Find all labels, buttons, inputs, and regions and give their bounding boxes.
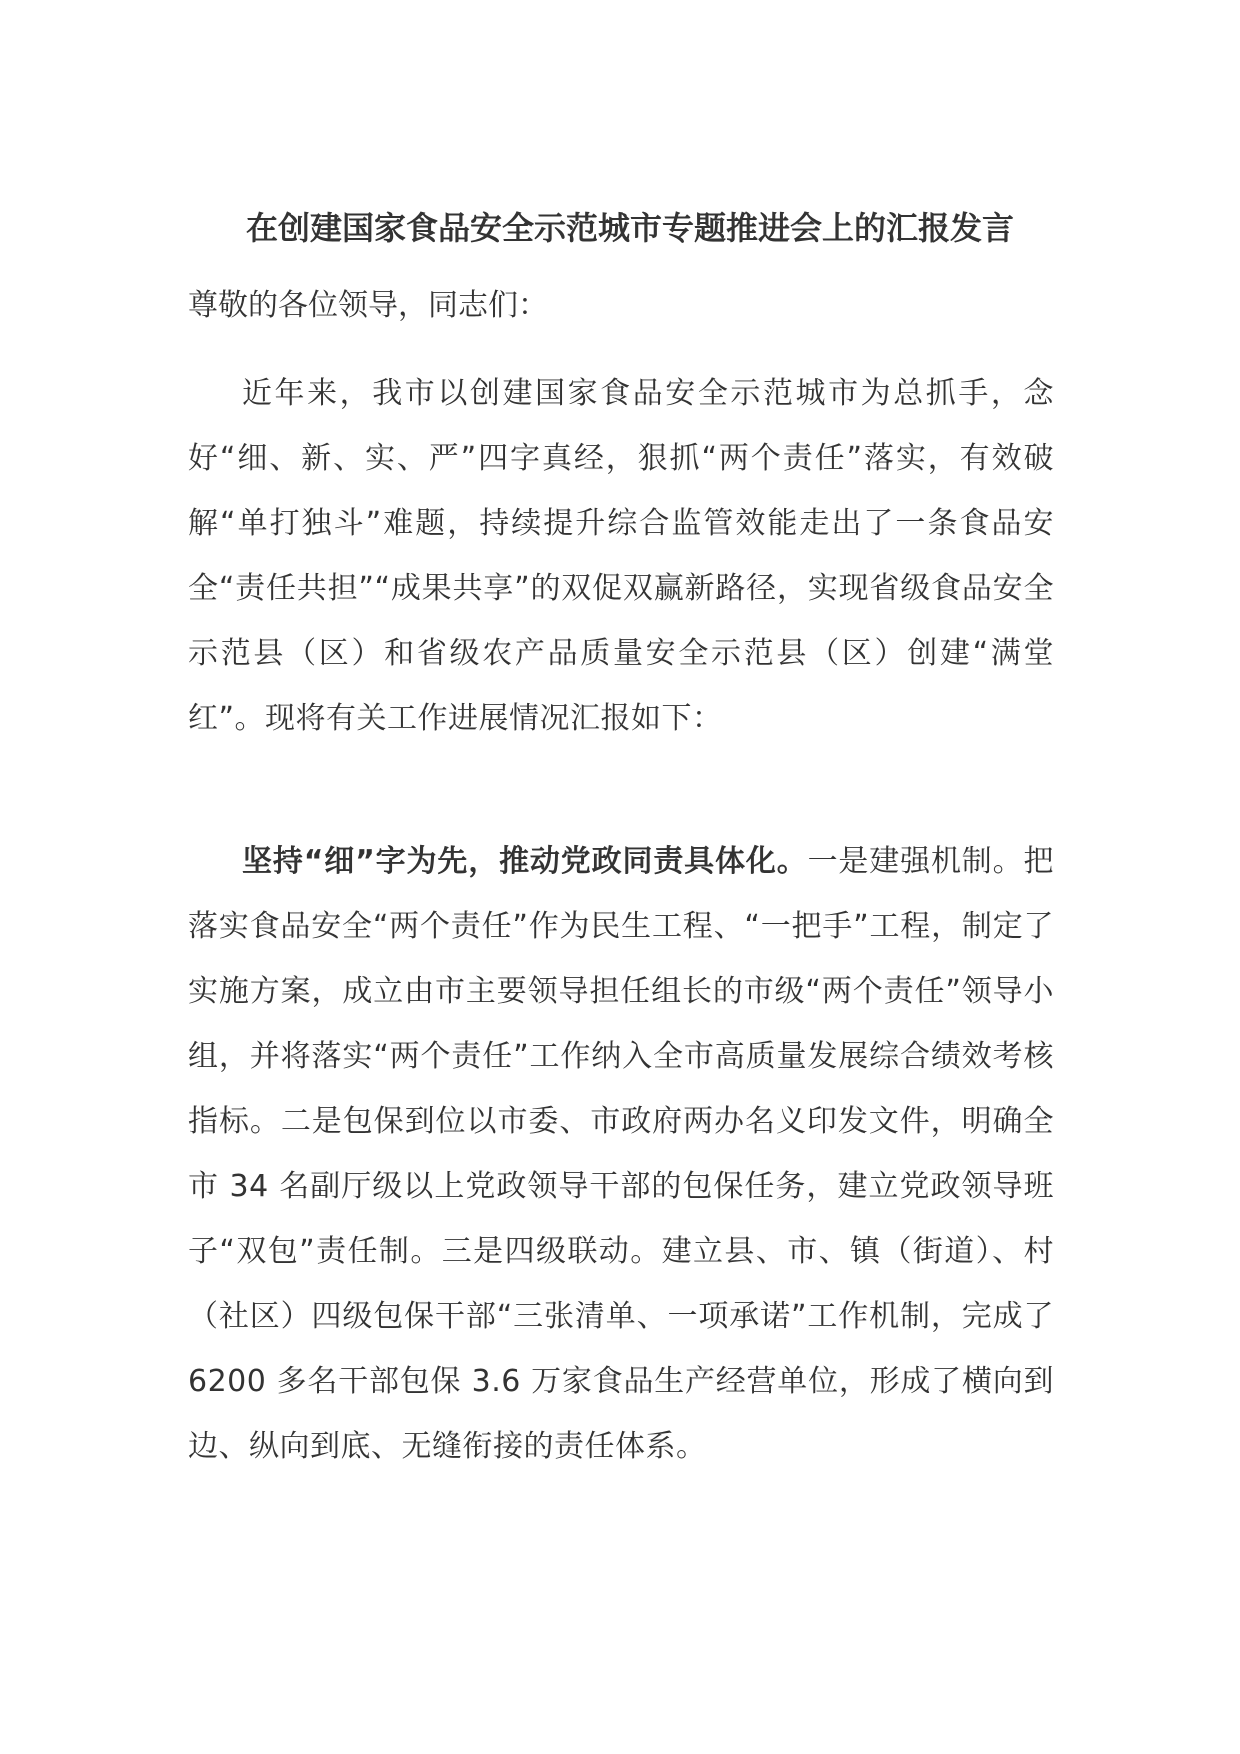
salutation: 尊敬的各位领导，同志们：: [188, 288, 548, 323]
paragraph-section-1: [188, 829, 1054, 1479]
paragraph-intro: [188, 361, 1054, 751]
paragraph-lead: 坚持“细”字为先，推动党政同责具体化。: [242, 844, 808, 879]
document-title: 在创建国家食品安全示范城市专题推进会上的汇报发言: [245, 209, 1014, 247]
paragraph-text: 近年来，我市以创建国家食品安全示范城市为总抓手，念好“细、新、实、严”四字真经，狠抓“两个责任”落实，有效破解“单打独斗”难题，持续提升综合监管效能走出了一条食品安全“责任共担”“成果共享”的双促双赢新路径，实现省级食品安全示范县（区）和省级农产品质量安全示范县（区）创建“满堂红”。现将有关工作进展情况汇报如下：: [188, 376, 1054, 736]
paragraph-text: 一是建强机制。把落实食品安全“两个责任”作为民生工程、“一把手”工程，制定了实施方案，成立由市主要领导担任组长的市级“两个责任”领导小组，并将落实“两个责任”工作纳入全市高质量发展综合绩效考核指标。二是包保到位以市委、市政府两办名义印发文件，明确全市 34 名副厅级以上党政领导干部的包保任务，建立党政领导班子“双包”责任制。三是四级联动。建立县、市、镇（街道）、村（社区）四级包保干部“三张清单、一项承诺”工作机制，完成了 6200 多名干部包保 3.6 万家食品生产经营单位，形成了横向到边、纵向到底、无缝衔接的责任体系。: [188, 844, 1055, 1464]
